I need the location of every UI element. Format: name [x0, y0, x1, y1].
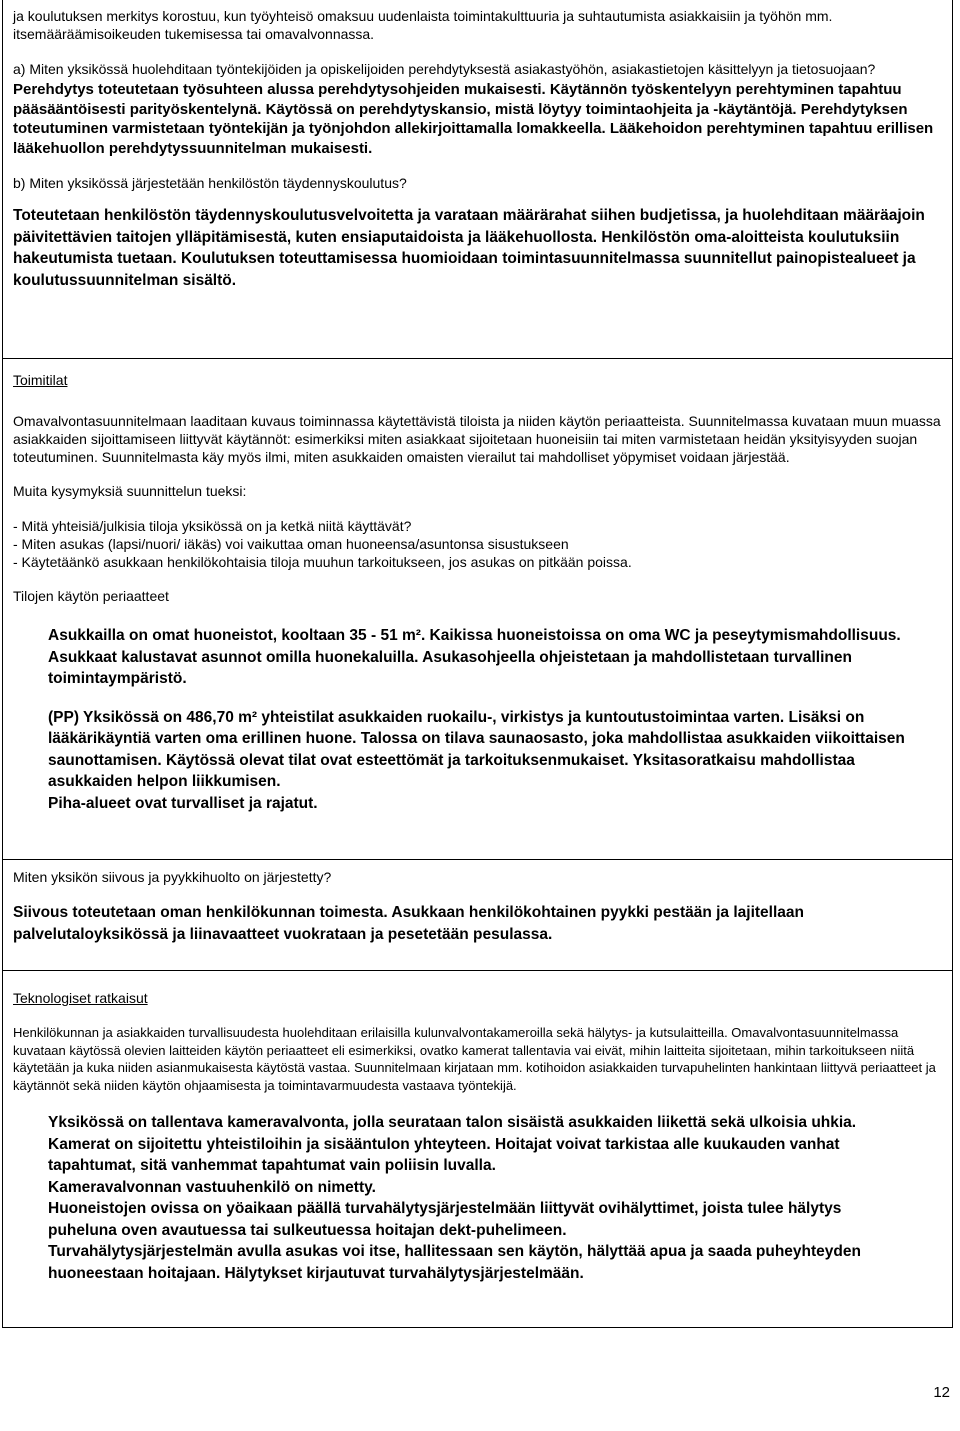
- section-perehdytys: [2, 0, 953, 359]
- question-a: a) Miten yksikössä huolehditaan työntekijöiden ja opiskelijoiden perehdytyksestä asiakastyöhön, asiakastietojen käsittelyyn ja tietosuojaan?: [13, 61, 876, 77]
- question-b: b) Miten yksikössä järjestetään henkilöstön täydennyskoulutus?: [13, 175, 407, 191]
- teknologia-answer-1: Yksikössä on tallentava kameravalvonta, jolla seurataan talon sisäistä asukkaiden liikettä sekä ulkoisia uhkia. Kamerat on sijoitettu yhteistiloihin ja sisääntulon yhteyteen. Hoitajat voivat tarkistaa alle kuukauden vanhat tapahtumat, sitä vanhemmat tapahtumat vain poliisin luvalla.: [48, 1114, 857, 1174]
- section-toimitilat: [2, 358, 953, 860]
- intro-text: ja koulutuksen merkitys korostuu, kun työyhteisö omaksuu uudenlaista toimintakulttuuria ja suhtautumista asiakkaisiin ja työhön mm. itsemääräämisoikeuden tukemisessa tai omavalvonnassa.: [13, 8, 833, 42]
- teknologia-answer-4: Turvahälytysjärjestelmän avulla asukas voi itse, hallitessaan sen käytön, hälyttää apua ja saada puheyhteyden huoneestaan hoitajaan. Hälytykset kirjautuvat turvahälytysjärjestelmään.: [48, 1243, 861, 1282]
- questions-title: Muita kysymyksiä suunnittelun tueksi:: [13, 483, 247, 499]
- question-item: - Käytetäänkö asukkaan henkilökohtaisia tiloja muuhun tarkoitukseen, jos asukas on pitkään poissa.: [13, 554, 632, 570]
- page-number: 12: [933, 1384, 950, 1401]
- question-item: - Mitä yhteisiä/julkisia tiloja yksikössä on ja ketkä niitä käyttävät?: [13, 518, 412, 534]
- teknologia-answer-3: Huoneistojen ovissa on yöaikaan päällä turvahälytysjärjestelmään liittyvät ovihälyttimet, joista tulee hälytys puheluna oven avautuessa tai sulkeutuessa hoitajan dekt-puhelimeen.: [48, 1200, 842, 1239]
- section-siivous: [2, 859, 953, 971]
- teknologia-answer-2: Kameravalvonnan vastuuhenkilö on nimetty.: [48, 1178, 376, 1196]
- principles-title: Tilojen käytön periaatteet: [13, 588, 169, 604]
- siivous-answer: Siivous toteutetaan oman henkilökunnan toimesta. Asukkaan henkilökohtainen pyykki pestään ja lajitellaan palvelutaloyksikössä ja liinavaatteet vuokrataan ja pesetetään pesulassa.: [13, 904, 804, 943]
- principles-paragraph-3: Piha-alueet ovat turvalliset ja rajatut.: [48, 794, 318, 812]
- answer-a: Perehdytys toteutetaan työsuhteen alussa perehdytysohjeiden mukaisesti. Käytännön työskentelyyn perehtyminen tapahtuu pääsääntöisesti parityöskentelynä. Käytössä on perehdytyskansio, mistä löytyy toimintaohjeita ja -käytäntöjä. Perehdytyksen toteutuminen varmistetaan työntekijän ja työnjohdon allekirjoittamalla lomakkeella. Lääkehoidon perehtyminen tapahtuu erillisen lääkehuollon perehdytyssuunnitelman mukaisesti.: [13, 81, 934, 157]
- principles-paragraph-1: Asukkailla on omat huoneistot, kooltaan 35 - 51 m². Kaikissa huoneistoissa on oma WC ja peseytymismahdollisuus. Asukkaat kalustavat asunnot omilla huonekaluilla. Asukasohjeella ohjeistetaan ja mahdollistetaan turvallinen toimintaympäristö.: [48, 627, 901, 687]
- siivous-question: Miten yksikön siivous ja pyykkihuolto on järjestetty?: [13, 869, 332, 885]
- answer-b: Toteutetaan henkilöstön täydennyskoulutusvelvoitetta ja varataan määrärahat siihen budjetissa, ja huolehditaan määräajoin päivitettävien taitojen ylläpitämisestä, kuten ensiaputaidoista ja lääkehuollosta. Henkilöstön oma-aloitteista koulutuksiin hakeutumista tuetaan. Koulutuksen toteuttamisessa huomioidaan toimintasuunnitelmassa suunnitellut painopistealueet ja koulutussuunnitelman sisältö.: [13, 207, 925, 289]
- question-item: - Miten asukas (lapsi/nuori/ iäkäs) voi vaikuttaa oman huoneensa/asuntonsa sisustukseen: [13, 536, 569, 552]
- toimitilat-heading: Toimitilat: [13, 372, 68, 388]
- teknologia-description: Henkilökunnan ja asiakkaiden turvallisuudesta huolehditaan erilaisilla kulunvalvontakameroilla sekä hälytys- ja kutsulaitteilla. Omavalvontasuunnitelmassa kuvataan käytössä olevien laitteiden käytön periaatteet eli esimerkiksi, ovatko kamerat tallentavia vai eivät, mihin laitteita sijoitetaan, mihin tarkoitukseen niitä käytetään ja kuka niiden asianmukaisesta käytöstä vastaa. Suunnitelmaan kirjataan mm. kotihoidon asiakkaiden turvapuhelinten hankintaan liittyvä periaatteet ja käytännöt sekä niiden käytön ohjaamisesta ja toimintavarmuudesta vastaava työntekijä.: [13, 1025, 936, 1093]
- principles-paragraph-2: (PP) Yksikössä on 486,70 m² yhteistilat asukkaiden ruokailu-, virkistys ja kuntoutustoimintaa varten. Lisäksi on lääkärikäyntiä varten oma erillinen huone. Talossa on tilava saunaosasto, joka mahdollistaa asukkaiden viikoittaisen saunottamisen. Käytössä olevat tilat ovat esteettömät ja tarkoituksenmukaiset. Yksitasoratkaisu mahdollistaa asukkaiden helpon liikkumisen.: [48, 708, 905, 790]
- teknologia-heading: Teknologiset ratkaisut: [13, 990, 148, 1006]
- toimitilat-description: Omavalvontasuunnitelmaan laaditaan kuvaus toiminnassa käytettävistä tiloista ja niiden käytön periaatteista. Suunnitelmassa kuvataan muun muassa asiakkaiden sijoittamiseen liittyvät käytännöt: esimerkiksi miten asiakkaat sijoitetaan huoneisiin tai miten varmistetaan heidän yksityisyyden suojan toteutuminen. Suunnitelmasta käy myös ilmi, miten asukkaiden omaisten vierailut tai mahdolliset yöpymiset voidaan järjestää.: [13, 413, 941, 465]
- section-teknologia: [2, 970, 953, 1328]
